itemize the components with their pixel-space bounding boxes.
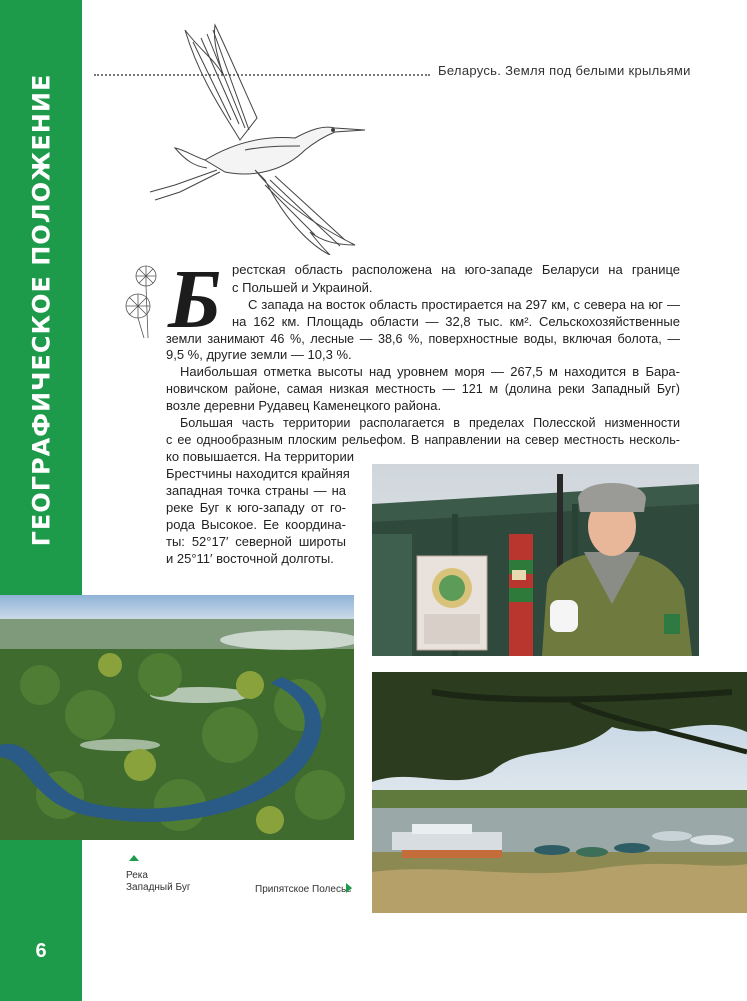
paragraph-line: Брестчины находится крайняя xyxy=(166,466,350,481)
western-bug-river-photo xyxy=(0,595,354,840)
running-header: Беларусь. Земля под белыми крыльями xyxy=(438,63,691,78)
pripyat-polesie-photo xyxy=(372,672,747,913)
drop-cap: Б xyxy=(168,253,222,346)
flower-illustration xyxy=(124,258,174,338)
paragraph-line: с Польшей и Украиной. xyxy=(232,280,373,295)
paragraph-line: с ее однообразным плоским рельефом. В направлении на север местность несколь- xyxy=(166,433,680,447)
paragraph-line: 9,5 %, другие земли — 10,3 %. xyxy=(166,347,352,362)
paragraph-line: новичском районе, самая низкая местность — 121 м (долина реки Западный Буг) xyxy=(166,382,680,396)
border-guard-photo xyxy=(372,464,699,656)
caption-arrow-right-icon xyxy=(346,883,352,893)
river-caption-line2: Западный Буг xyxy=(126,882,191,893)
paragraph-line: рестская область расположена на юго-западе Беларуси на границе xyxy=(232,262,680,277)
stork-illustration xyxy=(145,20,370,255)
paragraph-line: рода Высокое. Ее координа- xyxy=(166,517,346,532)
caption-arrow-up-icon xyxy=(129,855,139,861)
sidebar xyxy=(0,0,82,1001)
section-title: ГЕОГРАФИЧЕСКОЕ ПОЛОЖЕНИЕ xyxy=(27,73,55,547)
paragraph-line: ко повышается. На территории xyxy=(166,449,355,464)
river-caption-line1: Река xyxy=(126,870,148,881)
paragraph-line: С запада на восток область простирается на 297 км, с севера на юг — xyxy=(248,297,680,312)
section-title-container xyxy=(6,73,76,547)
page-number: 6 xyxy=(35,940,47,962)
polesie-caption: Припятское Полесье xyxy=(255,884,352,895)
paragraph-line: и 25°11′ восточной долготы. xyxy=(166,551,334,566)
paragraph-line: реке Буг к юго-западу от го- xyxy=(166,500,346,515)
paragraph-line: Наибольшая отметка высоты над уровнем моря — 267,5 м находится в Бара- xyxy=(180,364,680,379)
paragraph-line: на 162 км. Площадь области — 32,8 тыс. км². Сельскохозяйственные xyxy=(232,314,680,329)
paragraph-line: ты: 52°17′ северной широты xyxy=(166,534,346,549)
paragraph-line: земли занимают 46 %, лесные — 38,6 %, поверхностные воды, включая болота, — xyxy=(166,332,680,346)
paragraph-line: возле деревни Рудавец Каменецкого района. xyxy=(166,398,442,413)
paragraph-line: западная точка страны — на xyxy=(166,483,346,498)
paragraph-line: Большая часть территории располагается в пределах Полесской низменности xyxy=(180,416,680,430)
